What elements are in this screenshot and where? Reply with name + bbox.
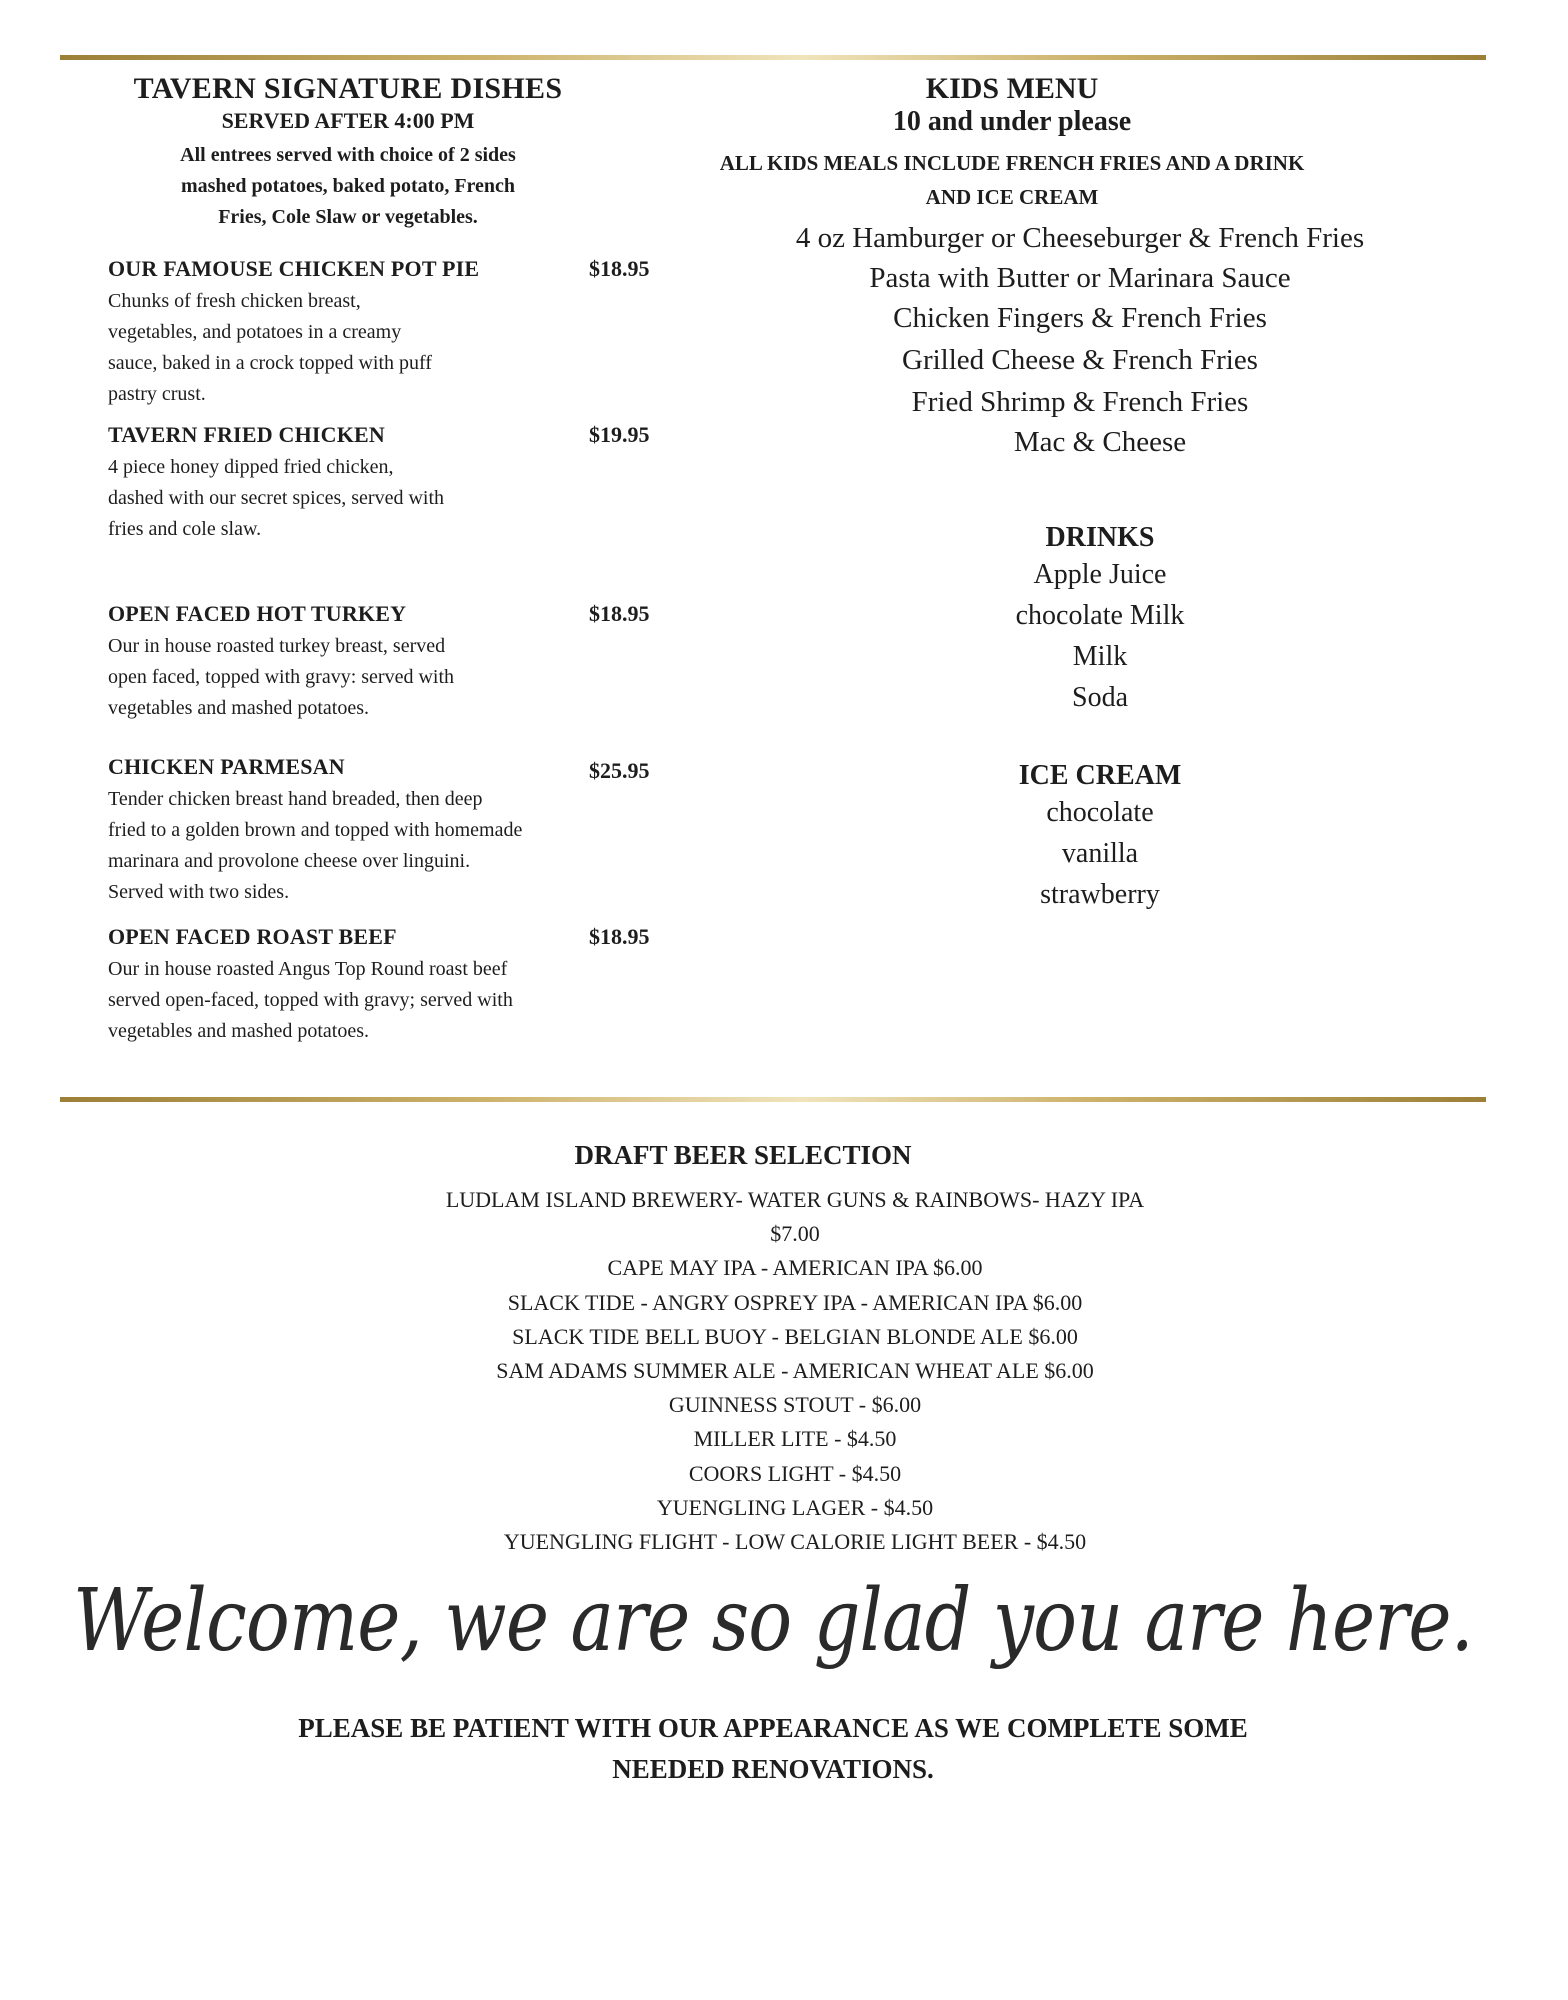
kids-item: Chicken Fingers & French Fries	[893, 302, 1267, 334]
ice-cream-item: vanilla	[1061, 838, 1139, 869]
dish-price: $18.95	[589, 924, 650, 949]
beer-item: YUENGLING LAGER - $4.50	[656, 1494, 934, 1520]
drink-item: Milk	[1072, 641, 1128, 672]
kids-item: Pasta with Butter or Marinara Sauce	[869, 262, 1291, 294]
dish-description	[108, 954, 668, 1047]
signature-subtitle: SERVED AFTER 4:00 PM	[221, 108, 475, 133]
dish-description	[108, 631, 668, 724]
dish-desc-line: vegetables and mashed potatoes.	[108, 697, 370, 719]
welcome-message: Welcome, we are so glad you are here.	[73, 1571, 1473, 1671]
dish-item	[108, 422, 668, 545]
dish-desc-line: vegetables and mashed potatoes.	[108, 1020, 370, 1042]
kids-subtitle: 10 and under please	[892, 106, 1132, 137]
dish-name: TAVERN FRIED CHICKEN	[108, 422, 386, 447]
kids-items-list	[720, 218, 1440, 462]
dish-price: $18.95	[589, 256, 650, 281]
kids-item: 4 oz Hamburger or Cheeseburger & French Fries	[795, 222, 1365, 254]
dish-desc-line: marinara and provolone cheese over linguini.	[108, 850, 471, 872]
dish-name: OPEN FACED ROAST BEEF	[108, 924, 397, 949]
dish-desc-line: served open-faced, topped with gravy; served with	[108, 989, 513, 1011]
dish-desc-line: dashed with our secret spices, served with	[108, 487, 445, 509]
dish-desc-line: fried to a golden brown and topped with homemade	[108, 819, 523, 841]
dish-price: $19.95	[589, 422, 650, 447]
beer-item: SLACK TIDE BELL BUOY - BELGIAN BLONDE ALE $6.00	[512, 1323, 1078, 1349]
dish-price: $18.95	[589, 601, 650, 626]
dish-desc-line: fries and cole slaw.	[108, 518, 262, 540]
ice-cream-section	[740, 760, 1460, 915]
dish-desc-line: Served with two sides.	[108, 881, 290, 903]
drinks-section	[740, 522, 1460, 718]
middle-gold-divider	[60, 1097, 1486, 1102]
dish-desc-line: Our in house roasted Angus Top Round roast beef	[108, 958, 508, 980]
notice-line: PLEASE BE PATIENT WITH OUR APPEARANCE AS WE COMPLETE SOME	[298, 1713, 1248, 1743]
drink-item: Apple Juice	[1033, 559, 1167, 590]
dish-item	[108, 754, 668, 908]
dish-item	[108, 256, 668, 410]
dish-name: OPEN FACED HOT TURKEY	[108, 601, 407, 626]
drink-item: Soda	[1072, 682, 1128, 713]
kids-note-line: ALL KIDS MEALS INCLUDE FRENCH FRIES AND A DRINK	[719, 151, 1305, 175]
kids-note-line: AND ICE CREAM	[925, 185, 1099, 209]
dish-desc-line: pastry crust.	[108, 383, 206, 405]
dish-desc-line: Our in house roasted turkey breast, served	[108, 635, 446, 657]
draft-beer-section	[0, 1140, 1546, 1559]
dish-desc-line: Chunks of fresh chicken breast,	[108, 290, 361, 312]
welcome-script-banner	[58, 1558, 1488, 1688]
beer-title: DRAFT BEER SELECTION	[574, 1140, 912, 1170]
beer-item: COORS LIGHT - $4.50	[688, 1460, 902, 1486]
signature-note	[108, 140, 588, 233]
ice-cream-title: ICE CREAM	[1018, 760, 1182, 791]
ice-cream-item: chocolate	[1046, 797, 1154, 828]
dish-desc-line: open faced, topped with gravy: served with	[108, 666, 455, 688]
signature-note-line: mashed potatoes, baked potato, French	[180, 175, 516, 197]
beer-item: $7.00	[770, 1221, 820, 1247]
beer-list	[0, 1183, 1546, 1559]
ice-cream-item: strawberry	[1040, 879, 1160, 910]
beer-item: SLACK TIDE - ANGRY OSPREY IPA - AMERICAN IPA $6.00	[507, 1289, 1083, 1315]
beer-item: SAM ADAMS SUMMER ALE - AMERICAN WHEAT ALE $6.00	[496, 1358, 1094, 1384]
kids-title: KIDS MENU	[925, 72, 1099, 105]
top-gold-divider	[60, 55, 1486, 60]
beer-item: GUINNESS STOUT - $6.00	[668, 1392, 922, 1418]
drink-item: chocolate Milk	[1015, 600, 1185, 631]
dish-desc-line: 4 piece honey dipped fried chicken,	[108, 456, 394, 478]
kids-item: Fried Shrimp & French Fries	[911, 386, 1249, 418]
dish-desc-line: Tender chicken breast hand breaded, then deep	[108, 788, 483, 810]
dish-item	[108, 601, 668, 724]
signature-title: TAVERN SIGNATURE DISHES	[133, 72, 563, 105]
renovation-notice	[0, 1708, 1546, 1790]
kids-menu-section	[719, 72, 1460, 910]
dish-description	[108, 452, 668, 545]
beer-item: MILLER LITE - $4.50	[693, 1426, 897, 1452]
kids-item: Mac & Cheese	[1013, 426, 1187, 458]
dish-desc-line: sauce, baked in a crock topped with puff	[108, 352, 432, 374]
kids-item: Grilled Cheese & French Fries	[902, 344, 1258, 376]
dish-item	[108, 924, 668, 1047]
beer-item: LUDLAM ISLAND BREWERY- WATER GUNS & RAINBOWS- HAZY IPA	[445, 1187, 1145, 1212]
dish-price: $25.95	[589, 758, 650, 783]
drinks-title: DRINKS	[1045, 522, 1155, 553]
signature-note-line: All entrees served with choice of 2 sides	[180, 144, 516, 166]
beer-item: YUENGLING FLIGHT - LOW CALORIE LIGHT BEER - $4.50	[503, 1529, 1087, 1555]
dish-description	[108, 286, 668, 410]
dish-name: OUR FAMOUSE CHICKEN POT PIE	[108, 256, 480, 281]
signature-dishes-section	[108, 72, 668, 1042]
kids-note	[652, 146, 1372, 214]
dish-description	[108, 784, 668, 908]
dish-name: CHICKEN PARMESAN	[108, 754, 345, 779]
dish-desc-line: vegetables, and potatoes in a creamy	[108, 321, 402, 343]
notice-line: NEEDED RENOVATIONS.	[612, 1754, 934, 1784]
signature-note-line: Fries, Cole Slaw or vegetables.	[218, 206, 478, 228]
beer-item: CAPE MAY IPA - AMERICAN IPA $6.00	[607, 1255, 983, 1281]
